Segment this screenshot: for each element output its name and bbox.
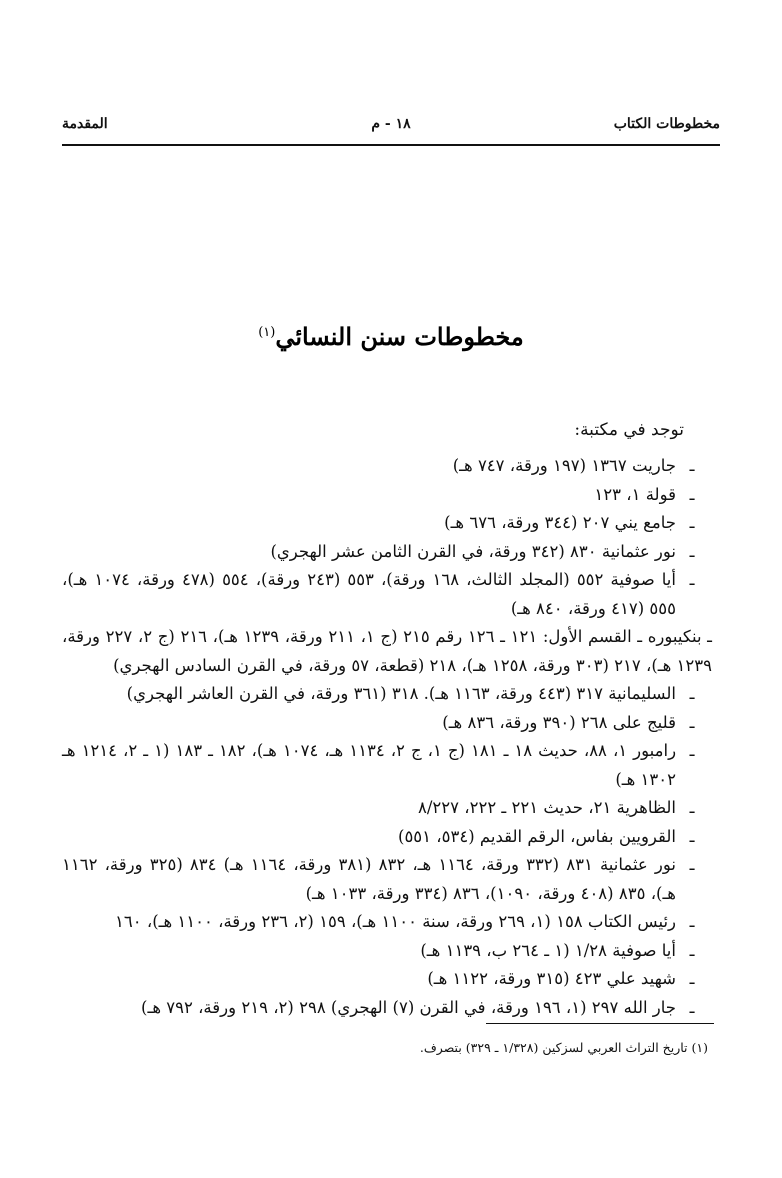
list-dash: ـ (689, 541, 695, 561)
list-item: ـ رامبور ١، ٨٨، حديث ١٨ ـ ١٨١ (ج ١، ج ٢، ١١٣٤ هـ، ١٠٧٤ هـ)، ١٨٢ ـ ١٨٣ (١ ـ ٢، ١٢١٤ هـ ١٣٠٢ هـ) (62, 737, 702, 794)
list-dash: ـ (689, 940, 695, 960)
list-item: ـ القرويين بفاس، الرقم القديم (٥٣٤، ٥٥١) (62, 823, 702, 852)
list-item: ـ السليمانية ٣١٧ (٤٤٣ ورقة، ١١٦٣ هـ). ٣١٨ (٣٦١ ورقة، في القرن العاشر الهجري) (62, 680, 702, 709)
list-dash: ـ (689, 912, 695, 931)
list-dash: ـ (689, 741, 695, 760)
footnote-divider (486, 1023, 714, 1024)
list-item: ـ شهيد علي ٤٢٣ (٣١٥ ورقة، ١١٢٢ هـ) (62, 965, 702, 994)
intro-text: توجد في مكتبة: (574, 420, 684, 440)
list-item: ـ نور عثمانية ٨٣١ (٣٣٢ ورقة، ١١٦٤ هـ، ٨٣٢ (٣٨١ ورقة، ١١٦٤ هـ) ٨٣٤ (٣٢٥ ورقة، ١١٦٢ هـ)، ٨٣٥ (٤٠٨ ورقة، ١٠٩٠)، ٨٣٦ (٣٣٤ ورقة، ١٠٣٣ هـ) (62, 851, 702, 908)
list-item: ـ جاريت ١٣٦٧ (١٩٧ ورقة، ٧٤٧ هـ) (62, 452, 702, 481)
list-dash: ـ (689, 826, 695, 846)
list-dash: ـ (689, 570, 695, 589)
list-dash: ـ (689, 684, 695, 703)
list-item: ـ رئيس الكتاب ١٥٨ (١، ٢٦٩ ورقة، سنة ١١٠٠ هـ)، ١٥٩ (٢، ٢٣٦ ورقة، ١١٠٠ هـ)، ١٦٠ (62, 908, 702, 937)
list-item: ـ قليج على ٢٦٨ (٣٩٠ ورقة، ٨٣٦ هـ) (62, 709, 702, 738)
footnote: (١) تاريخ التراث العربي لسزكين (١/٣٢٨ ـ ٣٢٩) بتصرف. (419, 1040, 708, 1055)
manuscript-list (62, 452, 713, 1022)
list-item: ـ قولة ١، ١٢٣ (62, 481, 702, 510)
list-item: ـ بنكيبوره ـ القسم الأول: ١٢١ ـ ١٢٦ رقم ٢١٥ (ج ١، ٢١١ ورقة، ١٢٣٩ هـ)، ٢١٦ (ج ٢، ٢٢٧ ورقة، ١٢٣٩ هـ)، ٢١٧ (٣٠٣ ورقة، ١٢٥٨ هـ)، ٢١٨ (قطعة، ٥٧ ورقة، في القرن السادس الهجري) (62, 627, 713, 675)
list-item: ـ الظاهرية ٢١، حديث ٢٢١ ـ ٢٢٢، ٨/٢٢٧ (62, 794, 702, 823)
list-dash: ـ (689, 484, 695, 504)
header-book-title: مخطوطات الكتاب (613, 116, 720, 132)
list-item: ـ أيا صوفية ١/٢٨ (١ ـ ٢٦٤ ب، ١١٣٩ هـ) (62, 937, 702, 966)
list-dash: ـ (689, 997, 695, 1017)
chapter-title-text: مخطوطات سنن النسائي (275, 322, 524, 351)
list-dash: ـ (689, 513, 695, 532)
list-item: ـ نور عثمانية ٨٣٠ (٣٤٢ ورقة، في القرن الثامن عشر الهجري) (62, 538, 702, 567)
header-page-number: ١٨ - م (371, 116, 411, 132)
list-item: ـ جار الله ٢٩٧ (١، ١٩٦ ورقة، في القرن (٧) الهجري) ٢٩٨ (٢، ٢١٩ ورقة، ٧٩٢ هـ) (62, 994, 702, 1023)
footnote-marker: (١) (258, 325, 276, 340)
chapter-title (0, 322, 782, 351)
running-header (62, 112, 720, 138)
list-dash: ـ (689, 969, 695, 988)
list-dash: ـ (689, 456, 695, 475)
header-divider (62, 144, 720, 146)
header-section-title: المقدمة (62, 116, 108, 132)
list-dash: ـ (689, 855, 695, 874)
list-dash: ـ (689, 712, 695, 732)
list-item: ـ أيا صوفية ٥٥٢ (المجلد الثالث، ١٦٨ ورقة)، ٥٥٣ (٢٤٣ ورقة)، ٥٥٤ (٤٧٨ ورقة، ١٠٧٤ هـ)، ٥٥٥ (٤١٧ ورقة، ٨٤٠ هـ) (62, 566, 702, 623)
list-dash: ـ (689, 798, 695, 817)
list-item: ـ جامع يني ٢٠٧ (٣٤٤ ورقة، ٦٧٦ هـ) (62, 509, 702, 538)
